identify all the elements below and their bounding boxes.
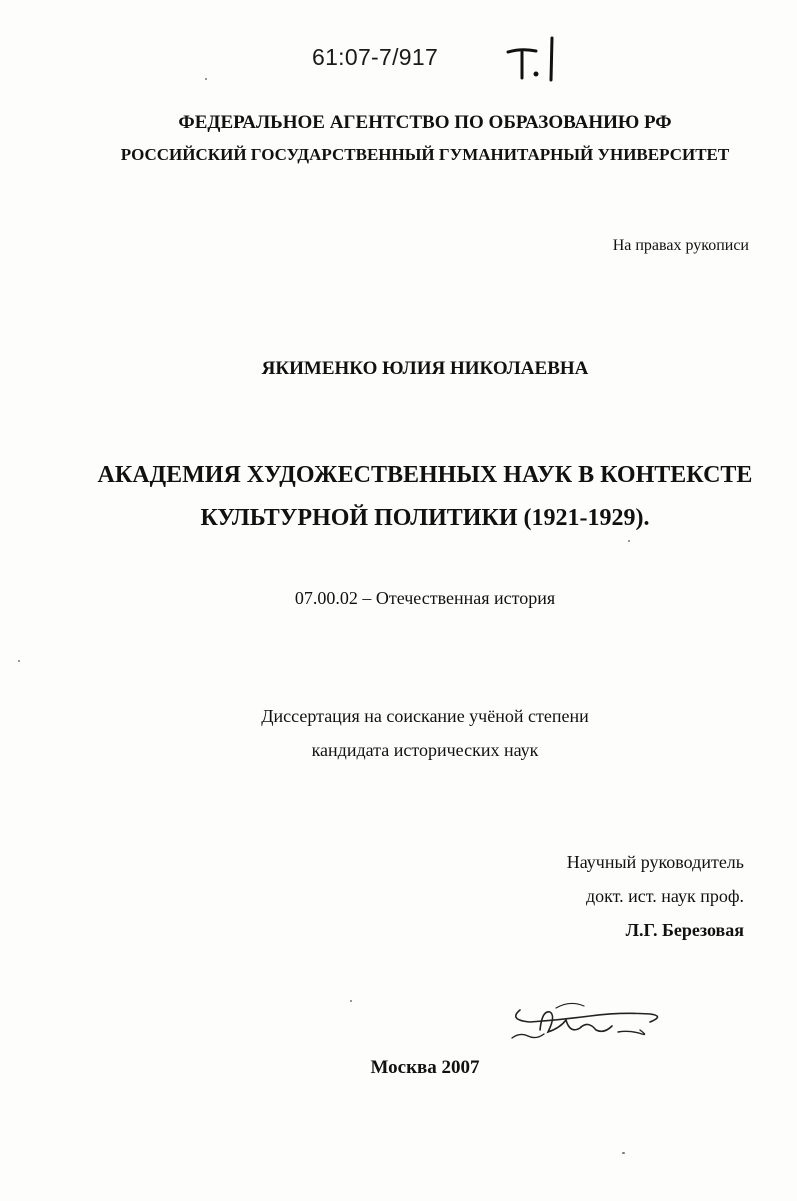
volume-mark-handwriting: [500, 30, 570, 90]
scan-speck: [628, 540, 630, 542]
handwritten-signature: [500, 990, 670, 1060]
specialty-code: 07.00.02 – Отечественная история: [294, 588, 556, 608]
degree-line-1: Диссертация на соискание учёной степени: [261, 706, 589, 726]
agency-heading: ФЕДЕРАЛЬНОЕ АГЕНТСТВО ПО ОБРАЗОВАНИЮ РФ: [178, 112, 672, 133]
supervisor-name: Л.Г. Березовая: [625, 920, 744, 940]
scan-speck: [205, 78, 207, 80]
supervisor-block: [567, 845, 744, 947]
city-and-year: Москва 2007: [370, 1057, 480, 1078]
catalog-number: 61:07-7/917: [312, 44, 439, 70]
rights-note: На правах рукописи: [612, 237, 749, 254]
supervisor-degree: докт. ист. наук проф.: [585, 886, 744, 906]
university-heading: РОССИЙСКИЙ ГОСУДАРСТВЕННЫЙ ГУМАНИТАРНЫЙ УНИВЕРСИТЕТ: [120, 145, 730, 164]
scan-speck: [350, 1000, 352, 1002]
scan-speck: [622, 1152, 625, 1154]
dissertation-title-line-1: АКАДЕМИЯ ХУДОЖЕСТВЕННЫХ НАУК В КОНТЕКСТЕ: [97, 462, 753, 488]
degree-line-2: кандидата исторических наук: [311, 740, 539, 760]
dissertation-title-line-2: КУЛЬТУРНОЙ ПОЛИТИКИ (1921-1929).: [200, 505, 650, 531]
supervisor-role: Научный руководитель: [566, 852, 744, 872]
scan-speck: [18, 660, 20, 662]
author-name: ЯКИМЕНКО ЮЛИЯ НИКОЛАЕВНА: [261, 358, 589, 379]
